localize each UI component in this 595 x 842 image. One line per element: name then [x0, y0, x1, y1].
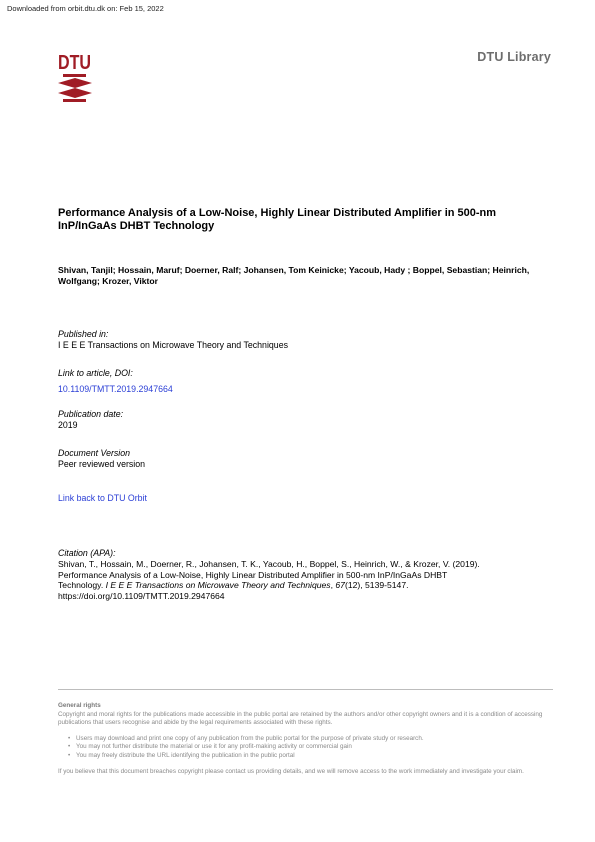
general-rights-section: [58, 702, 554, 777]
publication-date-section: [58, 409, 558, 431]
divider: [58, 689, 553, 690]
published-in-label: Published in:: [58, 329, 109, 339]
citation-line-3: [58, 580, 558, 591]
document-version-section: [58, 448, 558, 470]
general-rights-list: [58, 735, 554, 761]
citation-journal: I E E E Transactions on Microwave Theory and Techniques: [105, 580, 331, 590]
citation-technology: Technology.: [58, 580, 106, 590]
published-in-value: I E E E Transactions on Microwave Theory and Techniques: [58, 340, 288, 350]
general-rights-bullet: • You may freely distribute the URL identifying the publication in the public portal: [76, 752, 554, 761]
citation-label: Citation (APA):: [58, 548, 116, 558]
doi-link[interactable]: 10.1109/TMTT.2019.2947664: [58, 384, 173, 394]
general-rights-bullet: • You may not further distribute the material or use it for any profit-making activity or commercial gain: [76, 743, 554, 752]
citation-section: [58, 548, 558, 601]
publication-date-value: 2019: [58, 420, 78, 430]
paper-title: Performance Analysis of a Low-Noise, Highly Linear Distributed Amplifier in 500-nm InP/InGaAs DHBT Technology: [58, 207, 497, 232]
publication-date-label: Publication date:: [58, 409, 124, 419]
doi-label: Link to article, DOI:: [58, 368, 133, 378]
library-label: DTU Library: [477, 50, 551, 64]
published-in-section: [58, 329, 558, 351]
general-rights-title: General rights: [58, 702, 101, 709]
citation-volume: 67: [335, 580, 345, 590]
citation-pages: (12), 5139-5147.: [344, 580, 409, 590]
general-rights-closing: If you believe that this document breaches copyright please contact us providing details, and we will remove access to the work immediately and investigate your claim.: [58, 768, 524, 775]
citation-url: https://doi.org/10.1109/TMTT.2019.2947664: [58, 590, 225, 601]
download-note: Downloaded from orbit.dtu.dk on: Feb 15, 2022: [7, 4, 164, 13]
citation-line-1: Shivan, T., Hossain, M., Doerner, R., Johansen, T. K., Yacoub, H., Boppel, S., Heinrich, W., & Krozer, V. (2019).: [58, 559, 480, 569]
citation-separator: ,: [330, 580, 336, 590]
dtu-logo-text: DTU: [58, 52, 91, 74]
general-rights-intro: Copyright and moral rights for the publications made accessible in the public portal are retained by the authors and/or other copyright owners and it is a condition of accessing publications that users recognise and abide by the legal requirements associated with these rights.: [58, 710, 543, 726]
general-rights-bullet: • Users may download and print one copy of any publication from the public portal for the purpose of private study or research.: [76, 735, 554, 744]
dtu-logo: [58, 52, 92, 104]
paper-authors: Shivan, Tanjil; Hossain, Maruf; Doerner, Ralf; Johansen, Tom Keinicke; Yacoub, Hady ; Boppel, Sebastian; Heinrich, Wolfgang; Krozer, Viktor: [58, 265, 530, 286]
document-version-value: Peer reviewed version: [58, 459, 146, 469]
document-version-label: Document Version: [58, 448, 131, 458]
citation-line-2: Performance Analysis of a Low-Noise, Highly Linear Distributed Amplifier in 500-nm InP/InGaAs DHBT: [58, 569, 448, 580]
orbit-link[interactable]: Link back to DTU Orbit: [58, 493, 147, 503]
doi-section: [58, 368, 558, 397]
